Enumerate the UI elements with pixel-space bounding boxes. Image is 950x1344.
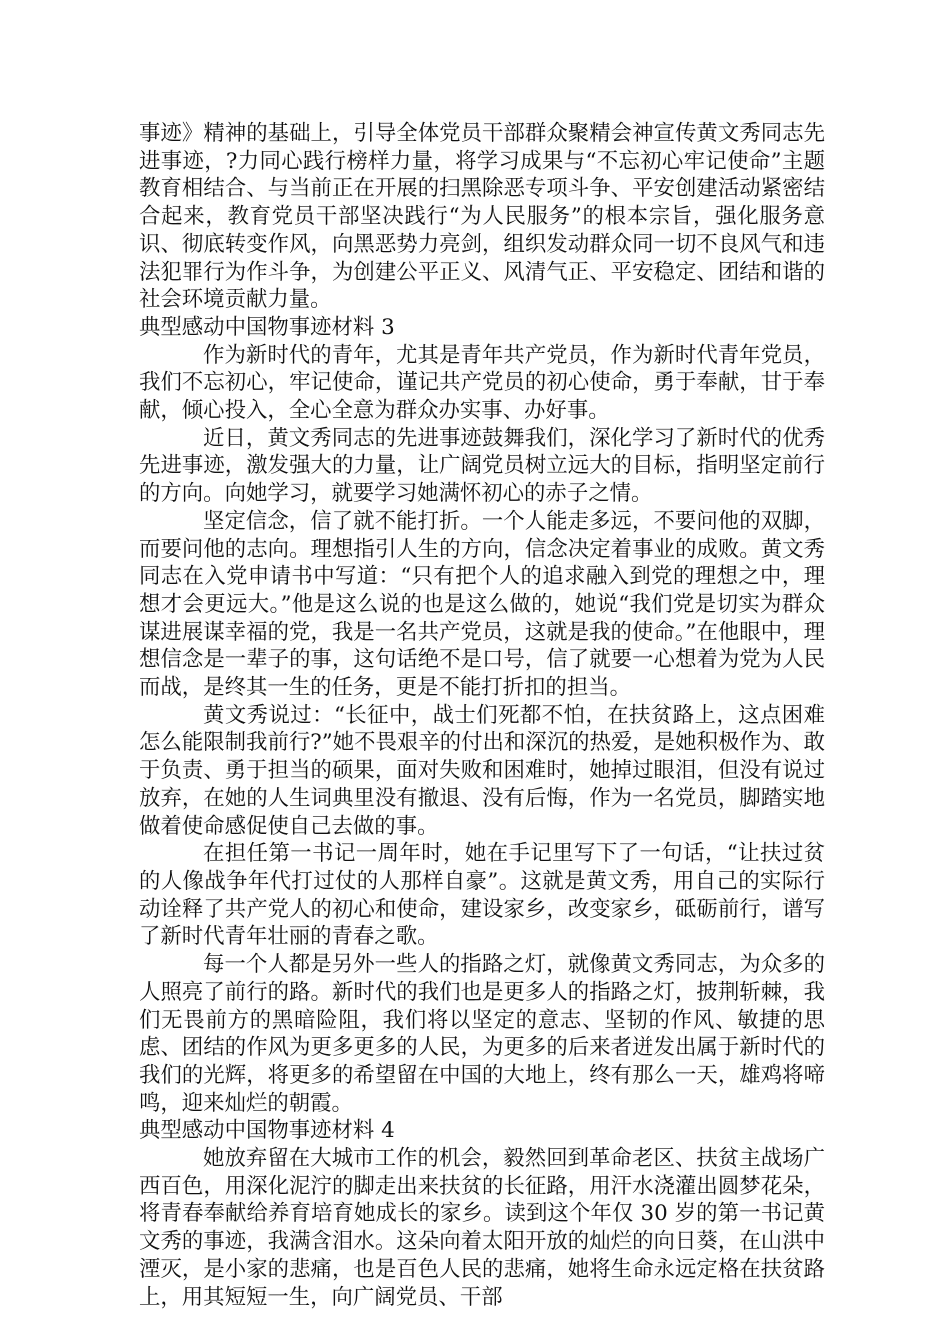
paragraph: 作为新时代的青年，尤其是青年共产党员，作为新时代青年党员，我们不忘初心，牢记使命，谨记共产党员的初心使命，勇于奉献，甘于奉献，倾心投入，全心全意为群众办实事、办好事。 (139, 342, 825, 424)
document-body (139, 120, 825, 1311)
paragraph: 坚定信念，信了就不能打折。一个人能走多远，不要问他的双脚，而要问他的志向。理想指引人生的方向，信念决定着事业的成败。黄文秀同志在入党申请书中写道：“只有把个人的追求融入到党的理想之中，理想才会更远大。”他是这么说的也是这么做的，她说“我们党是切实为群众谋进展谋幸福的党，我是一名共产党员，这就是我的使命。”在他眼中，理想信念是一辈子的事，这句话绝不是口号，信了就要一心想着为党为人民而战，是终其一生的任务，更是不能打折扣的担当。 (139, 508, 825, 701)
paragraph: 事迹》精神的基础上，引导全体党员干部群众聚精会神宣传黄文秀同志先进事迹，?力同心践行榜样力量，将学习成果与“不忘初心牢记使命”主题教育相结合、与当前正在开展的扫黑除恶专项斗争、平安创建活动紧密结合起来，教育党员干部坚决践行“为人民服务”的根本宗旨，强化服务意识、彻底转变作风，向黑恶势力亮剑，组织发动群众同一切不良风气和违法犯罪行为作斗争，为创建公平正义、风清气正、平安稳定、团结和谐的社会环境贡献力量。 (139, 121, 825, 313)
paragraph: 在担任第一书记一周年时，她在手记里写下了一句话，“让扶过贫的人像战争年代打过仗的人那样自豪”。这就是黄文秀，用自己的实际行动诠释了共产党人的初心和使命，建设家乡，改变家乡，砥砺前行，谱写了新时代青年壮丽的青春之歌。 (139, 841, 825, 950)
section-heading: 典型感动中国物事迹材料 4 (139, 1118, 395, 1144)
paragraph: 她放弃留在大城市工作的机会，毅然回到革命老区、扶贫主战场广西百色，用深化泥泞的脚走出来扶贫的长征路，用汗水浇灌出圆梦花朵，将青春奉献给养育培育她成长的家乡。读到这个年仅 30 岁的第一书记黄文秀的事迹，我满含泪水。这朵向着太阳开放的灿烂的向日葵，在山洪中湮灭，是小家的悲痛，也是百色人民的悲痛，她将生命永远定格在扶贫路上，用其短短一生，向广阔党员、干部 (139, 1146, 825, 1310)
paragraph: 黄文秀说过：“长征中，战士们死都不怕，在扶贫路上，这点困难怎么能限制我前行?”她不畏艰辛的付出和深沉的热爱，是她积极作为、敢于负责、勇于担当的硕果，面对失败和困难时，她掉过眼泪，但没有说过放弃，在她的人生词典里没有撤退、没有后悔，作为一名党员，脚踏实地做着使命感促使自己去做的事。 (139, 702, 825, 839)
paragraph: 每一个人都是另外一些人的指路之灯，就像黄文秀同志，为众多的人照亮了前行的路。新时代的我们也是更多人的指路之灯，披荆斩棘，我们无畏前方的黑暗险阻，我们将以坚定的意志、坚韧的作风、敏捷的思虑、团结的作风为更多更多的人民，为更多的后来者迸发出属于新时代的我们的光辉，将更多的希望留在中国的大地上，终有那么一天，雄鸡将啼鸣，迎来灿烂的朝霞。 (139, 952, 825, 1116)
section-heading: 典型感动中国物事迹材料 3 (139, 314, 395, 340)
paragraph: 近日，黄文秀同志的先进事迹鼓舞我们，深化学习了新时代的优秀先进事迹，激发强大的力量，让广阔党员树立远大的目标，指明坚定前行的方向。向她学习，就要学习她满怀初心的赤子之情。 (139, 425, 825, 507)
